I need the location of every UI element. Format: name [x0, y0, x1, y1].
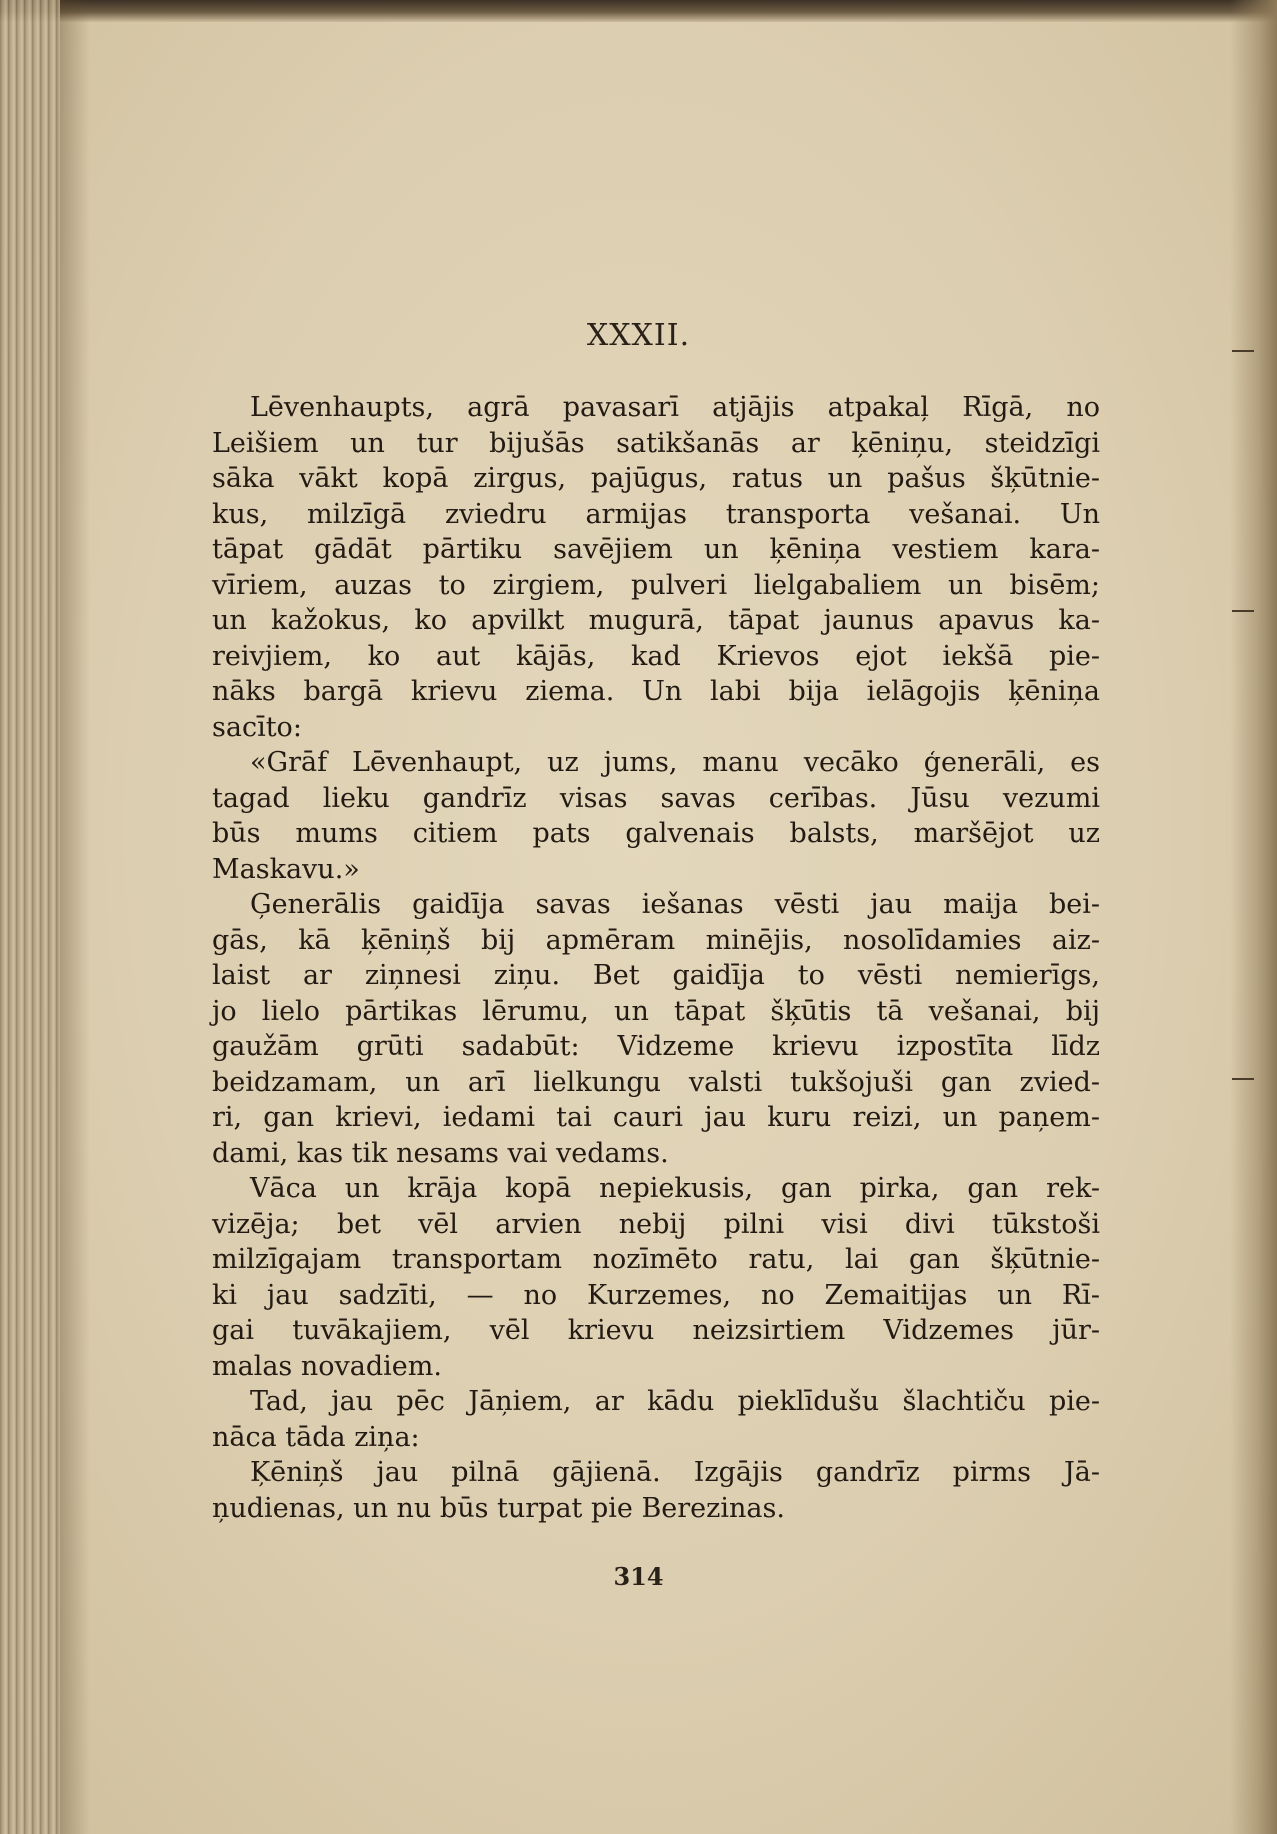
text-line: kus, milzīgā zviedru armijas transporta vešanai. Un	[212, 498, 1100, 530]
gutter-shadow	[60, 0, 90, 1834]
text-line: gaužām grūti sadabūt: Vidzeme krievu izpostīta līdz	[212, 1031, 1100, 1062]
text-line: tagad lieku gandrīz visas savas cerības. Jūsu vezumi	[212, 782, 1100, 814]
text-line: malas novadiem.	[212, 1350, 442, 1382]
text-line: beidzamam, un arī lielkungu valsti tukšojuši gan zvied-	[212, 1066, 1100, 1098]
text-line: ņudienas, un nu būs turpat pie Berezinas.	[212, 1492, 785, 1524]
page-number: 314	[613, 1562, 664, 1591]
paragraph	[212, 745, 1100, 887]
page-top-edge	[0, 0, 1277, 22]
text-line: Vāca un krāja kopā nepiekusis, gan pirka, gan rek-	[250, 1173, 1100, 1204]
text-line: dami, kas tik nesams vai vedams.	[212, 1137, 669, 1169]
text-line: sacīto:	[212, 711, 302, 743]
text-line: ri, gan krievi, iedami tai cauri jau kuru reizi, un paņem-	[212, 1102, 1100, 1133]
edge-mark	[1232, 1078, 1254, 1080]
paragraph	[212, 1455, 1100, 1526]
text-line: Maskavu.»	[212, 853, 360, 885]
text-line: tāpat gādāt pārtiku savējiem un ķēniņa vestiem kara-	[212, 534, 1100, 565]
text-line: Ģenerālis gaidīja savas iešanas vēsti jau maija bei-	[250, 889, 1100, 920]
edge-mark	[1232, 610, 1254, 612]
paragraph	[212, 1384, 1100, 1455]
text-line: ki jau sadzīti, — no Kurzemes, no Zemaitijas un Rī-	[212, 1279, 1100, 1311]
text-line: gai tuvākajiem, vēl krievu neizsirtiem Vidzemes jūr-	[212, 1315, 1100, 1346]
text-line: nāca tāda ziņa:	[212, 1421, 420, 1453]
text-line: un kažokus, ko apvilkt mugurā, tāpat jaunus apavus ka-	[212, 605, 1100, 636]
text-line: reivjiem, ko aut kājās, kad Krievos ejot iekšā pie-	[212, 640, 1100, 672]
text-line: milzīgajam transportam nozīmēto ratu, lai gan šķūtnie-	[212, 1244, 1100, 1275]
text-line: Leišiem un tur bijušās satikšanās ar ķēniņu, steidzīgi	[212, 427, 1100, 459]
text-line: vizēja; bet vēl arvien nebij pilni visi divi tūkstoši	[212, 1208, 1100, 1240]
text-line: Lēvenhaupts, agrā pavasarī atjājis atpakaļ Rīgā, no	[250, 392, 1100, 423]
text-line: Tad, jau pēc Jāņiem, ar kādu pieklīdušu šlachtiču pie-	[250, 1386, 1100, 1417]
book-gutter	[0, 0, 60, 1834]
text-line: jo lielo pārtikas lērumu, un tāpat šķūtis tā vešanai, bij	[212, 995, 1100, 1027]
paragraph	[212, 1171, 1100, 1384]
text-line: būs mums citiem pats galvenais balsts, maršējot uz	[212, 818, 1100, 849]
text-line: nāks bargā krievu ziema. Un labi bija ielāgojis ķēniņa	[212, 676, 1100, 707]
text-line: vīriem, auzas to zirgiem, pulveri lielgabaliem un bisēm;	[212, 569, 1100, 601]
text-line: Ķēniņš jau pilnā gājienā. Izgājis gandrīz pirms Jā-	[250, 1457, 1100, 1488]
text-line: «Grāf Lēvenhaupt, uz jums, manu vecāko ģenerāli, es	[250, 747, 1100, 778]
text-line: laist ar ziņnesi ziņu. Bet gaidīja to vēsti nemierīgs,	[212, 960, 1100, 991]
body-text	[212, 390, 1100, 1526]
text-line: gās, kā ķēniņš bij apmēram minējis, nosolīdamies aiz-	[212, 924, 1100, 956]
chapter-title: XXXII.	[586, 318, 691, 353]
text-line: sāka vākt kopā zirgus, pajūgus, ratus un pašus šķūtnie-	[212, 463, 1100, 494]
page-right-edge	[1230, 0, 1277, 1834]
paragraph	[212, 887, 1100, 1171]
paragraph	[212, 390, 1100, 745]
